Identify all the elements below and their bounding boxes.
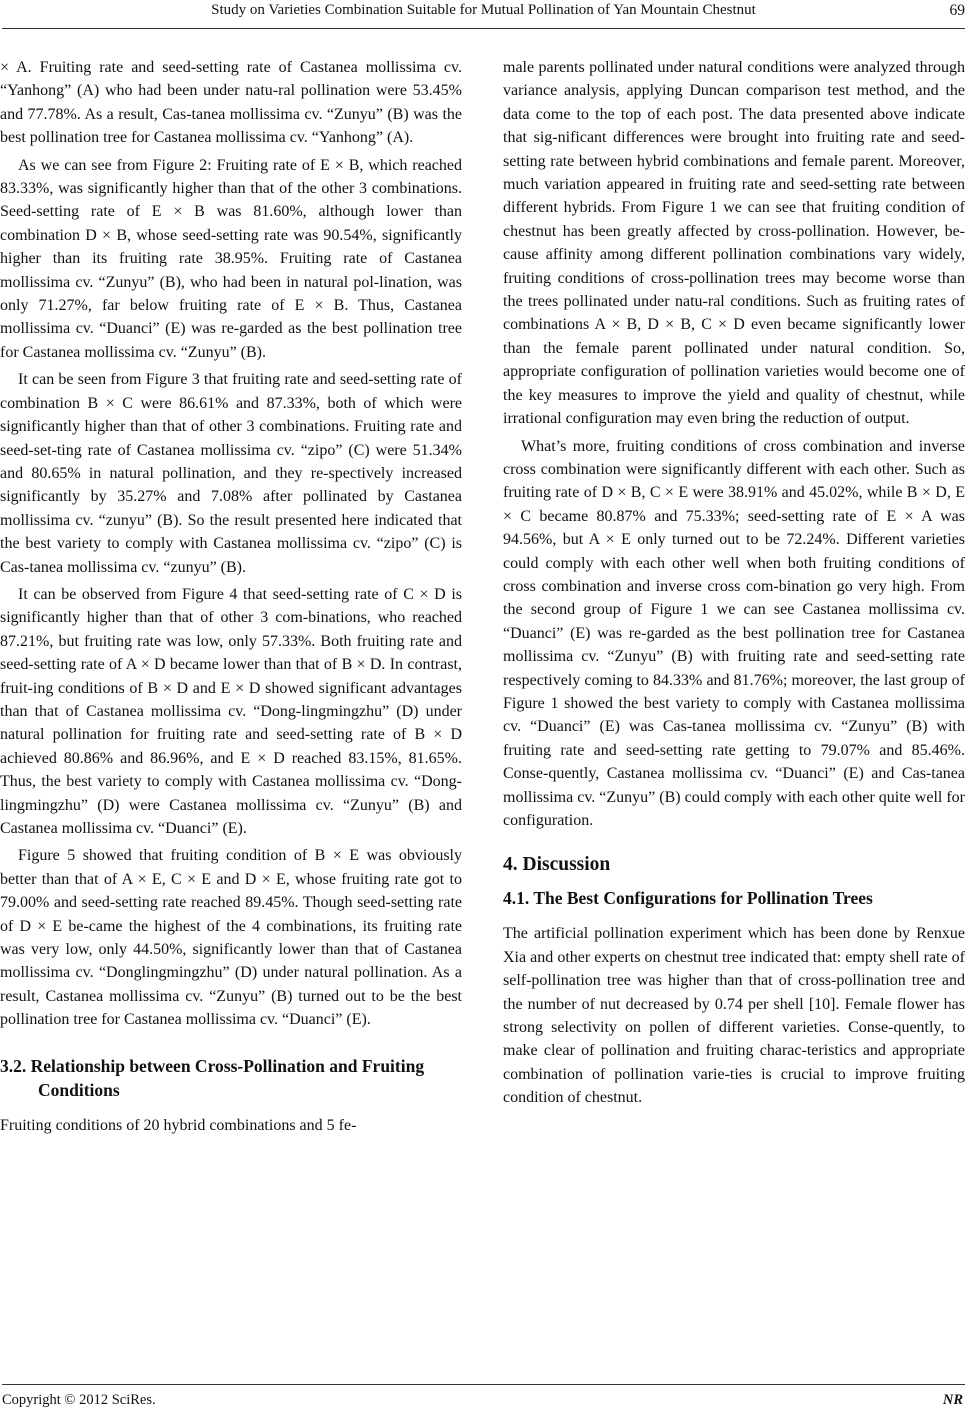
running-title: Study on Varieties Combination Suitable for Mutual Pollination of Yan Mountain Chestnut: [211, 2, 756, 18]
right-column: [503, 56, 965, 1110]
section-number: 4.1.: [503, 888, 530, 909]
section-title: Relationship between Cross-Pollination and Fruiting Conditions: [30, 1055, 425, 1100]
paragraph: male parents pollinated under natural conditions were analyzed through variance analysis, applying Duncan comparison test method, and the data come to the top of each post. The data presented above indicate that sig-nificant differences were brought into fruiting rate and seed-setting rate between hybrid combinations and female parent. Moreover, much variation appeared in fruiting rate and seed-setting rate between different hybrids. From Figure 1 we can see that fruiting condition of chestnut has been greatly affected by cross-pollination. However, be-cause affinity among different pollination combinations vary widely, fruiting conditions of cross-pollination trees may become worse than the trees pollinated under natu-ral conditions. Such as fruiting rates of combinations A × B, D × B, C × D even became significantly lower than the female parent pollinated under natural condition. So, appropriate configuration of pollination varieties would become one of the key measures to improve the yield and quality of chestnut, while irrational configuration may even bring the reduction of output.: [503, 59, 965, 428]
section-heading-3-2: [0, 1054, 462, 1102]
paragraph: The artificial pollination experiment which has been done by Renxue Xia and other experts on chestnut tree indicated that: empty shell rate of self-pollination tree was higher than that of cross-pollination tree and the number of nut decreased by 0.74 per shell [10]. Female flower has strong selectivity on pollen of different varieties. Conse-quently, to make clear of pollination and fruiting charac-teristics and appropriate combination of pollination varie-ties is crucial to improve fruiting condition of chestnut.: [503, 925, 965, 1107]
paragraph: It can be observed from Figure 4 that seed-setting rate of C × D is significantly higher than that of other 3 com-binations, who reached 87.21%, but fruiting rate was low, only 57.33%. Both fruiting rate and seed-setting rate of A × D became lower than that of B × D. In contrast, fruit-ing conditions of B × D and E × D showed significant advantages than that of Castanea mollissima cv. “Dong-lingmingzhu” (D) under natural pollination for fruiting rate and seed-setting rate of B × D achieved 80.86% and 86.96%, and E × D reached 83.15%, 81.65%. Thus, the best variety to comply with Castanea mollissima cv. “Dong-lingmingzhu” (D) were Castanea mollissima cv. “Zunyu” (B) and Castanea mollissima cv. “Duanci” (E).: [0, 585, 462, 837]
left-column: [0, 56, 462, 1137]
paragraph: × A. Fruiting rate and seed-setting rate of Castanea mollissima cv. “Yanhong” (A) who had been under natu-ral pollination were 53.45% and 77.78%. As a result, Cas-tanea mollissima cv. “Zunyu” (B) was the best pollination tree for Castanea mollissima cv. “Yanhong” (A).: [0, 59, 462, 147]
paragraph: It can be seen from Figure 3 that fruiting rate and seed-setting rate of combination B × C were 86.61% and 87.33%, both of which were significantly higher than that of other 3 combinations. Fruiting rate and seed-set-ting rate of Castanea mollissima cv. “zipo” (C) were 51.34% and 80.65% in natural pollination, and they re-spectively increased significantly by 35.27% and 7.08% after pollinated by Castanea mollissima cv. “zunyu” (B). So the result presented here indicated that the best variety to comply with Castanea mollissima cv. “zipo” (C) is Cas-tanea mollissima cv. “zunyu” (B).: [0, 371, 462, 576]
paragraph: Figure 5 showed that fruiting condition of B × E was obviously better than that of A × E, C × E and D × E, whose fruiting rate got to 79.00% and seed-setting rate reached 89.45%. Though seed-setting rate of D × E be-came the highest of the 4 combinations, its fruiting rate was very low, only 44.50%, significantly lower than that of Castanea mollissima cv. “Donglingmingzhu” (D) under natural pollination. As a result, Castanea mollissima cv. “Zunyu” (B) turned out to be the best pollination tree for Castanea mollissima cv. “Duanci” (E).: [0, 847, 462, 1029]
page-number: 69: [949, 2, 965, 19]
section-title: The Best Configurations for Pollination Trees: [533, 888, 873, 909]
page-footer: [0, 1384, 967, 1414]
paragraph: Fruiting conditions of 20 hybrid combinations and 5 fe-: [0, 1116, 357, 1134]
footer-rule: [2, 1384, 965, 1385]
paragraph: What’s more, fruiting conditions of cross combination and inverse cross combination were significantly different with each other. Such as fruiting rate of D × B, C × E were 38.91% and 45.02%, while B × D, E × C became 80.87% and 75.33%; seed-setting rate of E × A was 94.56%, but A × E only turned out to be 72.24%. Different varieties could comply with each other well when both fruiting conditions of cross combination and inverse cross com-bination go very high. From the second group of Figure 1 we can see Castanea mollissima cv. “Duanci” (E) was re-garded as the best pollination tree for Castanea mollissima cv. “Zunyu” (B) with fruiting rate and seed-setting rate respectively coming to 84.33% and 81.76%; moreover, the last group of Figure 1 showed the best variety to comply with Castanea mollissima cv. “Duanci” (E) was Cas-tanea mollissima cv. “Zunyu” (B) with fruiting rate and seed-setting rate getting to 79.07% and 85.46%. Conse-quently, Castanea mollissima cv. “Duanci” (E) and Cas-tanea mollissima cv. “Zunyu” (B) could comply with each other quite well for configuration.: [503, 437, 965, 829]
section-number: 3.2.: [0, 1055, 27, 1076]
journal-abbrev: NR: [942, 1392, 963, 1408]
section-heading-4-1: [503, 886, 965, 910]
header-rule: [2, 28, 965, 29]
page-header: [0, 0, 967, 32]
copyright: Copyright © 2012 SciRes.: [2, 1392, 156, 1408]
paragraph: As we can see from Figure 2: Fruiting rate of E × B, which reached 83.33%, was significantly higher than that of the other 3 combinations. Seed-setting rate of E × B was 81.60%, although lower than combination D × B, whose seed-setting rate was 90.54%, significantly higher than its fruiting rate 38.95%. Fruiting rate of Castanea mollissima cv. “Zunyu” (B), who had been in natural pol-lination, was only 71.27%, far below fruiting rate of E × B. Thus, Castanea mollissima cv. “Duanci” (E) was re-garded as the best pollination tree for Castanea mollissima cv. “Zunyu” (B).: [0, 156, 462, 361]
section-heading-4: 4. Discussion: [503, 854, 611, 876]
